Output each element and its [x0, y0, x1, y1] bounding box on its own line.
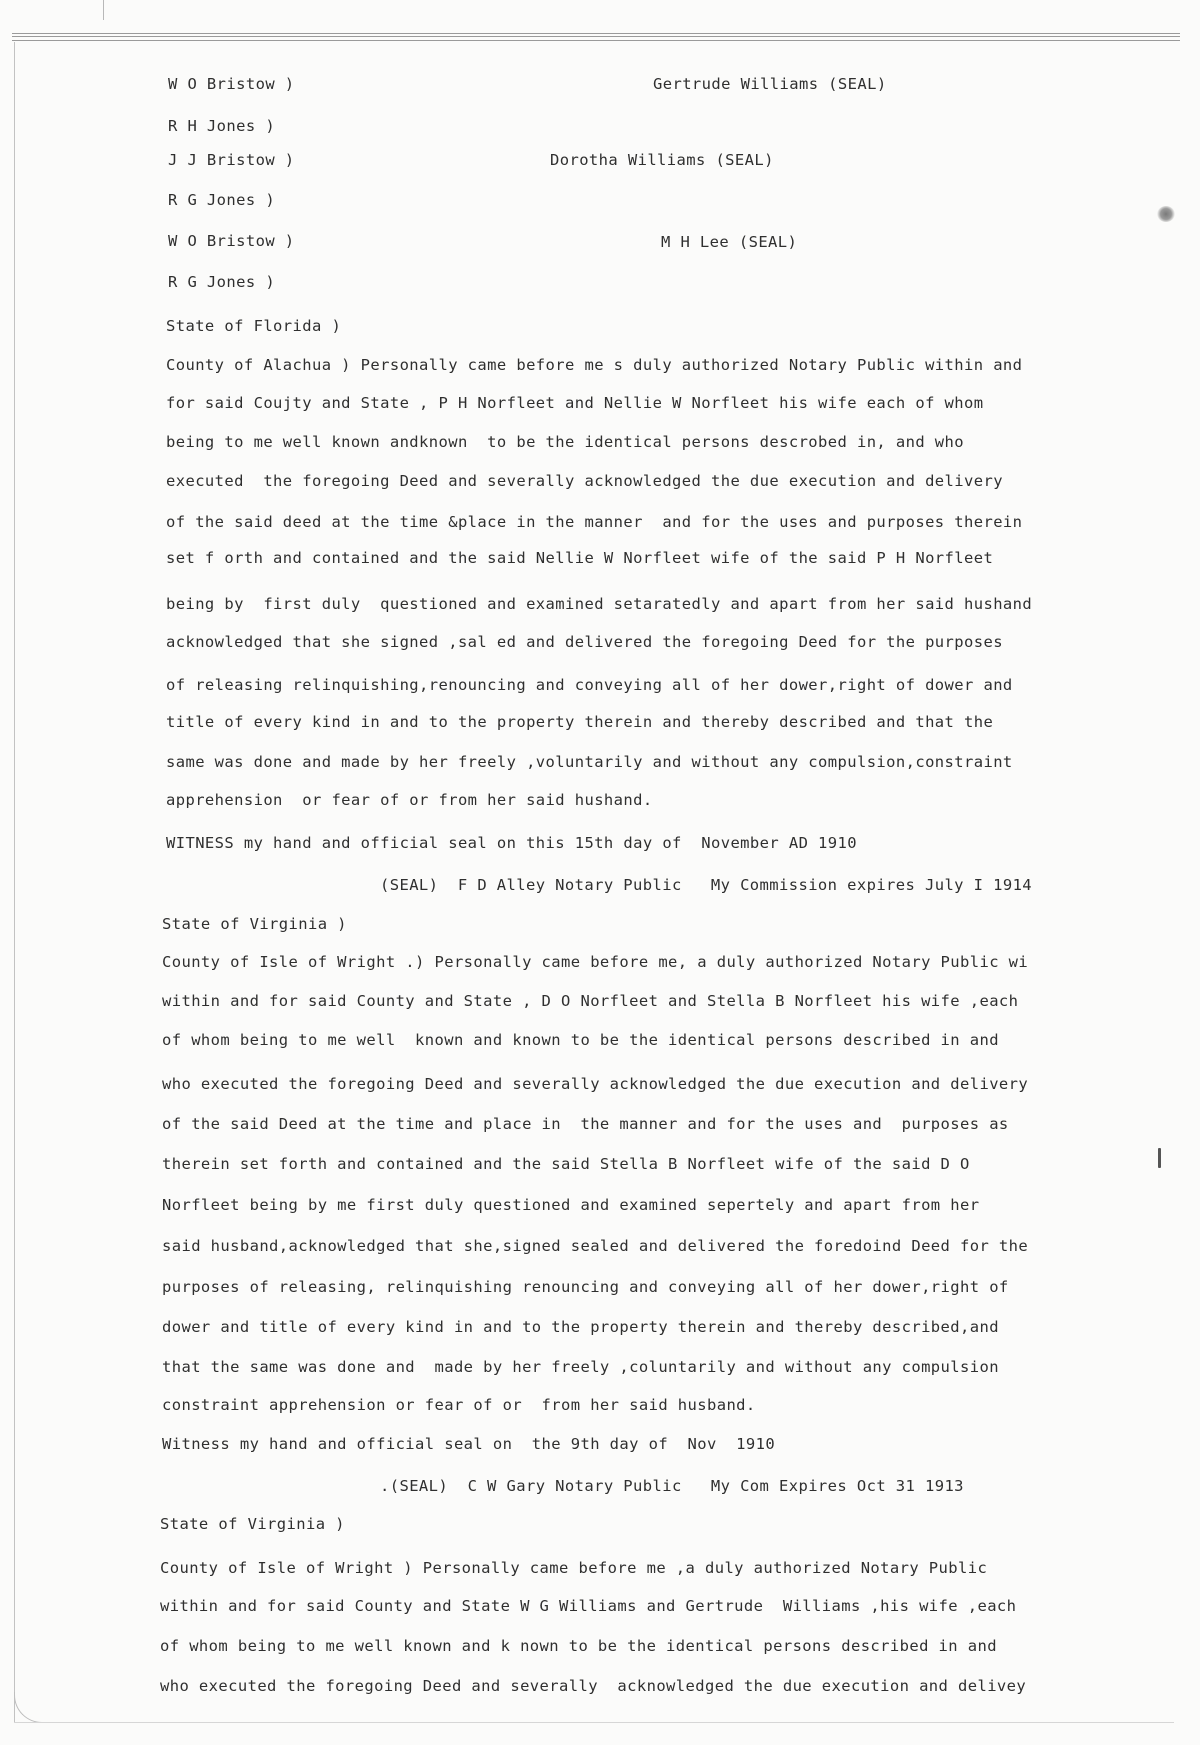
- body-line: Norfleet being by me first duly questioned and examined sepertely and apart from her: [162, 1196, 980, 1214]
- body-line: of releasing relinquishing,renouncing and conveying all of her dower,right of dower and: [166, 676, 1013, 694]
- body-line: who executed the foregoing Deed and severally acknowledged the due execution and delivey: [160, 1677, 1027, 1695]
- signer-name: M H Lee (SEAL): [661, 233, 798, 251]
- witness-name: J J Bristow ): [168, 151, 295, 169]
- notary-signature: (SEAL) F D Alley Notary Public My Commission expires July I 1914: [380, 876, 1033, 894]
- page-edge-mark: [103, 0, 104, 20]
- body-line: same was done and made by her freely ,voluntarily and without any compulsion,constraint: [166, 753, 1013, 771]
- venue-state: State of Virginia ): [160, 1515, 345, 1533]
- body-line: constraint apprehension or fear of or from her said husband.: [162, 1396, 756, 1414]
- body-line: acknowledged that she signed ,sal ed and delivered the foregoing Deed for the purposes: [166, 633, 1003, 651]
- top-border-line: [12, 40, 1180, 41]
- body-line: of the said deed at the time &place in the manner and for the uses and purposes therein: [166, 513, 1023, 531]
- body-line: for said Coujty and State , P H Norfleet and Nellie W Norfleet his wife each of whom: [166, 394, 984, 412]
- signer-name: Gertrude Williams (SEAL): [653, 75, 887, 93]
- witness-clause: Witness my hand and official seal on the 9th day of Nov 1910: [162, 1435, 776, 1453]
- page-left-edge: [14, 42, 15, 1722]
- body-line: therein set forth and contained and the said Stella B Norfleet wife of the said D O: [162, 1155, 970, 1173]
- body-line: County of Alachua ) Personally came before me s duly authorized Notary Public within and: [166, 356, 1023, 374]
- body-line: being by first duly questioned and examined setaratedly and apart from her said hushand: [166, 595, 1033, 613]
- signer-name: Dorotha Williams (SEAL): [550, 151, 774, 169]
- page-bottom-edge: [14, 1722, 1174, 1723]
- body-line: that the same was done and made by her freely ,coluntarily and without any compulsion: [162, 1358, 999, 1376]
- body-line: within and for said County and State , D O Norfleet and Stella B Norfleet his wife ,each: [162, 992, 1019, 1010]
- body-line: set f orth and contained and the said Nellie W Norfleet wife of the said P H Norfleet: [166, 549, 994, 567]
- body-line: of whom being to me well known and k nown to be the identical persons described in and: [160, 1637, 997, 1655]
- body-line: County of Isle of Wright ) Personally came before me ,a duly authorized Notary Public: [160, 1559, 988, 1577]
- body-line: of the said Deed at the time and place in the manner and for the uses and purposes as: [162, 1115, 1009, 1133]
- body-line: dower and title of every kind in and to the property therein and thereby described,and: [162, 1318, 999, 1336]
- margin-mark: [1158, 1148, 1161, 1168]
- venue-state: State of Virginia ): [162, 915, 347, 933]
- body-line: within and for said County and State W G Williams and Gertrude Williams ,his wife ,each: [160, 1597, 1017, 1615]
- witness-name: W O Bristow ): [168, 232, 295, 250]
- top-border-line: [12, 36, 1180, 37]
- body-line: of whom being to me well known and known to be the identical persons described in and: [162, 1031, 999, 1049]
- body-line: who executed the foregoing Deed and severally acknowledged the due execution and delivery: [162, 1075, 1029, 1093]
- body-line: executed the foregoing Deed and severally acknowledged the due execution and delivery: [166, 472, 1003, 490]
- witness-clause: WITNESS my hand and official seal on this 15th day of November AD 1910: [166, 834, 857, 852]
- body-line: purposes of releasing, relinquishing renouncing and conveying all of her dower,right of: [162, 1278, 1009, 1296]
- witness-name: R H Jones ): [168, 117, 276, 135]
- witness-name: W O Bristow ): [168, 75, 295, 93]
- witness-name: R G Jones ): [168, 191, 276, 209]
- notary-signature: .(SEAL) C W Gary Notary Public My Com Expires Oct 31 1913: [380, 1477, 964, 1495]
- page-corner: [14, 1692, 45, 1723]
- ink-blot: [1157, 206, 1175, 222]
- body-line: said husband,acknowledged that she,signed sealed and delivered the foredoind Deed for the: [162, 1237, 1029, 1255]
- body-line: being to me well known andknown to be the identical persons descrobed in, and who: [166, 433, 965, 451]
- witness-name: R G Jones ): [168, 273, 276, 291]
- body-line: apprehension or fear of or from her said hushand.: [166, 791, 653, 809]
- top-border-line: [12, 33, 1180, 34]
- venue-state: State of Florida ): [166, 317, 342, 335]
- body-line: County of Isle of Wright .) Personally came before me, a duly authorized Notary Public wi: [162, 953, 1029, 971]
- body-line: title of every kind in and to the property therein and thereby described and that the: [166, 713, 994, 731]
